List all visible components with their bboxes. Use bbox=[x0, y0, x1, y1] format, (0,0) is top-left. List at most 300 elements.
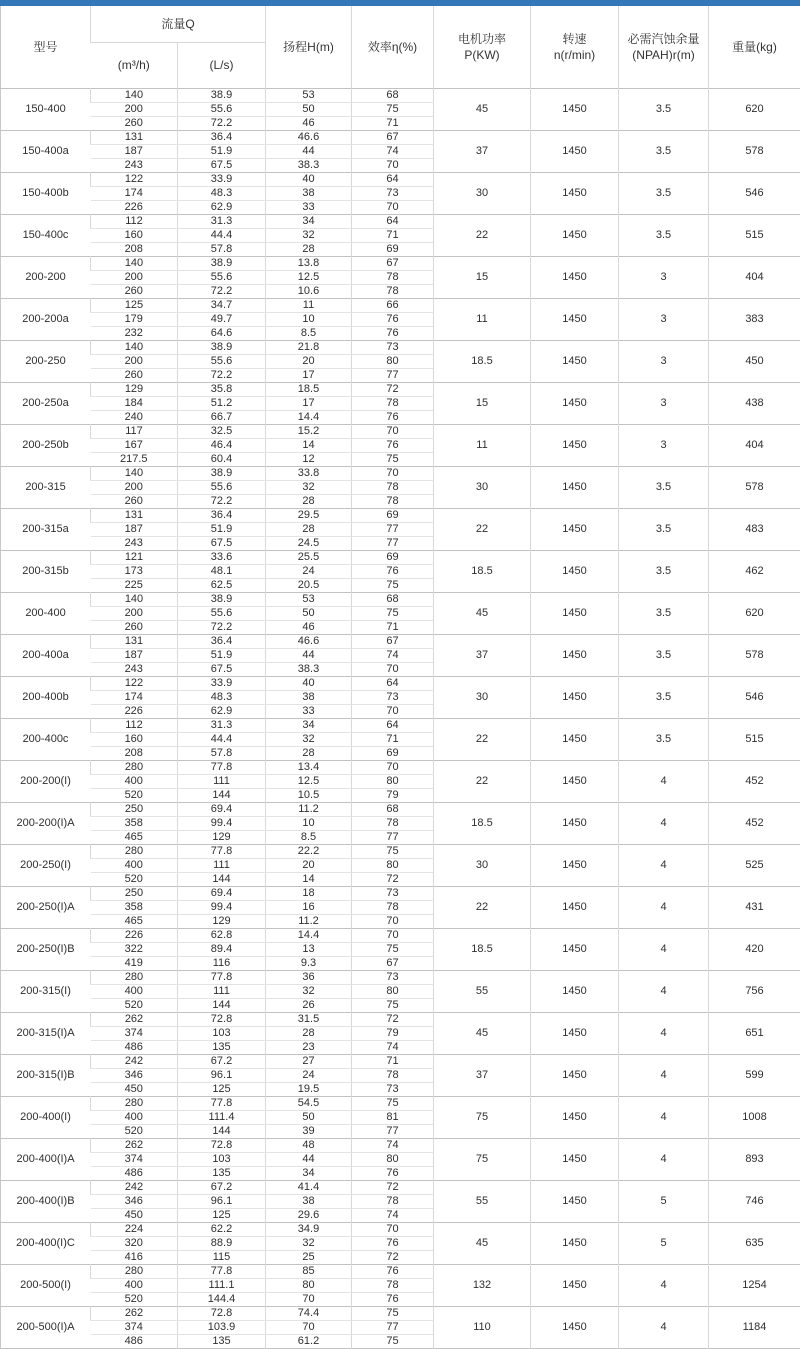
flow-ls-cell: 96.1 bbox=[178, 1068, 266, 1082]
speed-cell: 1450 bbox=[531, 1264, 619, 1306]
flow-ls-cell: 72.2 bbox=[178, 116, 266, 130]
speed-cell: 1450 bbox=[531, 382, 619, 424]
model-cell: 200-315(I)A bbox=[1, 1012, 91, 1054]
flow-m3h-cell: 243 bbox=[91, 662, 178, 676]
flow-ls-cell: 111 bbox=[178, 858, 266, 872]
flow-ls-cell: 103 bbox=[178, 1026, 266, 1040]
weight-cell: 515 bbox=[709, 214, 800, 256]
efficiency-cell: 67 bbox=[352, 956, 434, 970]
model-cell: 200-400(I)A bbox=[1, 1138, 91, 1180]
flow-ls-cell: 44.4 bbox=[178, 228, 266, 242]
efficiency-cell: 70 bbox=[352, 466, 434, 480]
flow-m3h-cell: 208 bbox=[91, 746, 178, 760]
efficiency-cell: 77 bbox=[352, 536, 434, 550]
power-cell: 110 bbox=[434, 1306, 531, 1348]
flow-m3h-cell: 486 bbox=[91, 1040, 178, 1054]
flow-m3h-cell: 240 bbox=[91, 410, 178, 424]
efficiency-cell: 77 bbox=[352, 368, 434, 382]
head-cell: 32 bbox=[266, 732, 352, 746]
efficiency-cell: 77 bbox=[352, 522, 434, 536]
head-cell: 31.5 bbox=[266, 1012, 352, 1026]
head-cell: 70 bbox=[266, 1292, 352, 1306]
flow-m3h-cell: 450 bbox=[91, 1208, 178, 1222]
efficiency-cell: 70 bbox=[352, 704, 434, 718]
speed-cell: 1450 bbox=[531, 130, 619, 172]
head-cell: 41.4 bbox=[266, 1180, 352, 1194]
speed-cell: 1450 bbox=[531, 676, 619, 718]
flow-m3h-cell: 320 bbox=[91, 1236, 178, 1250]
table-row bbox=[1, 1054, 800, 1068]
flow-ls-cell: 62.5 bbox=[178, 578, 266, 592]
head-cell: 44 bbox=[266, 1152, 352, 1166]
head-cell: 25 bbox=[266, 1250, 352, 1264]
model-group bbox=[1, 1180, 800, 1222]
model-group bbox=[1, 592, 800, 634]
model-cell: 200-250a bbox=[1, 382, 91, 424]
flow-ls-cell: 72.8 bbox=[178, 1138, 266, 1152]
flow-ls-cell: 67.5 bbox=[178, 158, 266, 172]
flow-m3h-cell: 322 bbox=[91, 942, 178, 956]
model-group bbox=[1, 970, 800, 1012]
flow-m3h-cell: 374 bbox=[91, 1026, 178, 1040]
head-cell: 46.6 bbox=[266, 634, 352, 648]
efficiency-cell: 74 bbox=[352, 1040, 434, 1054]
flow-ls-cell: 69.4 bbox=[178, 802, 266, 816]
table-row bbox=[1, 130, 800, 144]
efficiency-cell: 75 bbox=[352, 1334, 434, 1348]
head-cell: 44 bbox=[266, 144, 352, 158]
model-cell: 200-500(I) bbox=[1, 1264, 91, 1306]
efficiency-cell: 75 bbox=[352, 844, 434, 858]
head-cell: 74.4 bbox=[266, 1306, 352, 1320]
flow-ls-cell: 77.8 bbox=[178, 1264, 266, 1278]
power-cell: 11 bbox=[434, 424, 531, 466]
flow-ls-cell: 72.2 bbox=[178, 368, 266, 382]
head-cell: 44 bbox=[266, 648, 352, 662]
speed-cell: 1450 bbox=[531, 550, 619, 592]
flow-m3h-cell: 262 bbox=[91, 1138, 178, 1152]
efficiency-cell: 70 bbox=[352, 158, 434, 172]
table-row bbox=[1, 592, 800, 606]
weight-cell: 599 bbox=[709, 1054, 800, 1096]
power-cell: 22 bbox=[434, 508, 531, 550]
flow-m3h-cell: 140 bbox=[91, 256, 178, 270]
weight-cell: 404 bbox=[709, 256, 800, 298]
weight-cell: 404 bbox=[709, 424, 800, 466]
head-cell: 21.8 bbox=[266, 340, 352, 354]
model-cell: 200-315(I) bbox=[1, 970, 91, 1012]
flow-m3h-cell: 179 bbox=[91, 312, 178, 326]
efficiency-cell: 72 bbox=[352, 872, 434, 886]
efficiency-cell: 78 bbox=[352, 396, 434, 410]
efficiency-cell: 74 bbox=[352, 144, 434, 158]
head-cell: 33 bbox=[266, 704, 352, 718]
weight-cell: 546 bbox=[709, 676, 800, 718]
header-npsh bbox=[619, 6, 709, 88]
efficiency-cell: 76 bbox=[352, 438, 434, 452]
model-group bbox=[1, 172, 800, 214]
model-group bbox=[1, 214, 800, 256]
flow-ls-cell: 36.4 bbox=[178, 634, 266, 648]
efficiency-cell: 72 bbox=[352, 1180, 434, 1194]
flow-ls-cell: 89.4 bbox=[178, 942, 266, 956]
flow-m3h-cell: 129 bbox=[91, 382, 178, 396]
flow-m3h-cell: 486 bbox=[91, 1166, 178, 1180]
header-npsh-line1: 必需汽蚀余量 bbox=[627, 32, 699, 46]
weight-cell: 431 bbox=[709, 886, 800, 928]
efficiency-cell: 73 bbox=[352, 340, 434, 354]
efficiency-cell: 71 bbox=[352, 228, 434, 242]
efficiency-cell: 75 bbox=[352, 1306, 434, 1320]
efficiency-cell: 80 bbox=[352, 1152, 434, 1166]
head-cell: 48 bbox=[266, 1138, 352, 1152]
efficiency-cell: 78 bbox=[352, 900, 434, 914]
speed-cell: 1450 bbox=[531, 172, 619, 214]
header-speed-line2: n(r/min) bbox=[554, 48, 595, 62]
efficiency-cell: 75 bbox=[352, 452, 434, 466]
model-cell: 200-200 bbox=[1, 256, 91, 298]
model-group bbox=[1, 634, 800, 676]
efficiency-cell: 74 bbox=[352, 1208, 434, 1222]
efficiency-cell: 70 bbox=[352, 662, 434, 676]
model-cell: 200-250(I)B bbox=[1, 928, 91, 970]
head-cell: 46 bbox=[266, 116, 352, 130]
npsh-cell: 3.5 bbox=[619, 718, 709, 760]
power-cell: 55 bbox=[434, 1180, 531, 1222]
head-cell: 8.5 bbox=[266, 830, 352, 844]
table-row bbox=[1, 382, 800, 396]
flow-m3h-cell: 280 bbox=[91, 1096, 178, 1110]
efficiency-cell: 64 bbox=[352, 718, 434, 732]
head-cell: 13 bbox=[266, 942, 352, 956]
table-row bbox=[1, 88, 800, 102]
efficiency-cell: 64 bbox=[352, 214, 434, 228]
model-group bbox=[1, 298, 800, 340]
table-row bbox=[1, 172, 800, 186]
flow-m3h-cell: 140 bbox=[91, 340, 178, 354]
head-cell: 25.5 bbox=[266, 550, 352, 564]
table-row bbox=[1, 550, 800, 564]
flow-ls-cell: 96.1 bbox=[178, 1194, 266, 1208]
power-cell: 30 bbox=[434, 466, 531, 508]
weight-cell: 515 bbox=[709, 718, 800, 760]
flow-ls-cell: 55.6 bbox=[178, 480, 266, 494]
flow-m3h-cell: 226 bbox=[91, 928, 178, 942]
flow-ls-cell: 57.8 bbox=[178, 746, 266, 760]
flow-ls-cell: 66.7 bbox=[178, 410, 266, 424]
efficiency-cell: 77 bbox=[352, 1320, 434, 1334]
npsh-cell: 4 bbox=[619, 1012, 709, 1054]
head-cell: 40 bbox=[266, 676, 352, 690]
model-group bbox=[1, 1012, 800, 1054]
header-speed bbox=[531, 6, 619, 88]
table-row bbox=[1, 298, 800, 312]
efficiency-cell: 71 bbox=[352, 1054, 434, 1068]
flow-ls-cell: 34.7 bbox=[178, 298, 266, 312]
head-cell: 28 bbox=[266, 494, 352, 508]
power-cell: 22 bbox=[434, 886, 531, 928]
efficiency-cell: 80 bbox=[352, 984, 434, 998]
power-cell: 45 bbox=[434, 592, 531, 634]
weight-cell: 578 bbox=[709, 466, 800, 508]
speed-cell: 1450 bbox=[531, 298, 619, 340]
head-cell: 38.3 bbox=[266, 158, 352, 172]
efficiency-cell: 73 bbox=[352, 886, 434, 900]
flow-ls-cell: 36.4 bbox=[178, 508, 266, 522]
header-efficiency: 效率η(%) bbox=[352, 6, 434, 88]
efficiency-cell: 67 bbox=[352, 130, 434, 144]
flow-ls-cell: 31.3 bbox=[178, 718, 266, 732]
model-group bbox=[1, 256, 800, 298]
table-row bbox=[1, 802, 800, 816]
flow-m3h-cell: 225 bbox=[91, 578, 178, 592]
model-group bbox=[1, 1054, 800, 1096]
model-group bbox=[1, 424, 800, 466]
efficiency-cell: 73 bbox=[352, 186, 434, 200]
model-group bbox=[1, 1096, 800, 1138]
head-cell: 13.8 bbox=[266, 256, 352, 270]
flow-ls-cell: 129 bbox=[178, 830, 266, 844]
efficiency-cell: 67 bbox=[352, 634, 434, 648]
efficiency-cell: 76 bbox=[352, 564, 434, 578]
head-cell: 18 bbox=[266, 886, 352, 900]
flow-ls-cell: 51.9 bbox=[178, 522, 266, 536]
head-cell: 20 bbox=[266, 858, 352, 872]
head-cell: 17 bbox=[266, 396, 352, 410]
flow-m3h-cell: 208 bbox=[91, 242, 178, 256]
flow-ls-cell: 103 bbox=[178, 1152, 266, 1166]
flow-m3h-cell: 520 bbox=[91, 872, 178, 886]
table-row bbox=[1, 340, 800, 354]
power-cell: 55 bbox=[434, 970, 531, 1012]
weight-cell: 651 bbox=[709, 1012, 800, 1054]
flow-ls-cell: 116 bbox=[178, 956, 266, 970]
flow-ls-cell: 144 bbox=[178, 872, 266, 886]
head-cell: 24 bbox=[266, 1068, 352, 1082]
header-weight: 重量(kg) bbox=[709, 6, 800, 88]
flow-ls-cell: 67.5 bbox=[178, 662, 266, 676]
model-cell: 200-250b bbox=[1, 424, 91, 466]
efficiency-cell: 68 bbox=[352, 88, 434, 102]
weight-cell: 450 bbox=[709, 340, 800, 382]
flow-m3h-cell: 280 bbox=[91, 970, 178, 984]
model-group bbox=[1, 1306, 800, 1348]
table-row bbox=[1, 634, 800, 648]
power-cell: 30 bbox=[434, 172, 531, 214]
flow-ls-cell: 72.2 bbox=[178, 620, 266, 634]
weight-cell: 635 bbox=[709, 1222, 800, 1264]
speed-cell: 1450 bbox=[531, 466, 619, 508]
flow-ls-cell: 48.1 bbox=[178, 564, 266, 578]
head-cell: 80 bbox=[266, 1278, 352, 1292]
weight-cell: 452 bbox=[709, 760, 800, 802]
flow-ls-cell: 38.9 bbox=[178, 88, 266, 102]
head-cell: 27 bbox=[266, 1054, 352, 1068]
speed-cell: 1450 bbox=[531, 1012, 619, 1054]
flow-m3h-cell: 160 bbox=[91, 228, 178, 242]
header-speed-line1: 转速 bbox=[562, 32, 586, 46]
flow-m3h-cell: 200 bbox=[91, 480, 178, 494]
flow-m3h-cell: 250 bbox=[91, 802, 178, 816]
efficiency-cell: 75 bbox=[352, 102, 434, 116]
efficiency-cell: 79 bbox=[352, 1026, 434, 1040]
flow-m3h-cell: 200 bbox=[91, 606, 178, 620]
head-cell: 23 bbox=[266, 1040, 352, 1054]
head-cell: 24 bbox=[266, 564, 352, 578]
efficiency-cell: 75 bbox=[352, 1096, 434, 1110]
head-cell: 8.5 bbox=[266, 326, 352, 340]
efficiency-cell: 70 bbox=[352, 424, 434, 438]
flow-ls-cell: 129 bbox=[178, 914, 266, 928]
flow-m3h-cell: 520 bbox=[91, 788, 178, 802]
flow-ls-cell: 67.5 bbox=[178, 536, 266, 550]
flow-m3h-cell: 112 bbox=[91, 214, 178, 228]
speed-cell: 1450 bbox=[531, 634, 619, 676]
table-row bbox=[1, 214, 800, 228]
table-row bbox=[1, 1012, 800, 1026]
flow-ls-cell: 38.9 bbox=[178, 256, 266, 270]
head-cell: 46.6 bbox=[266, 130, 352, 144]
flow-m3h-cell: 419 bbox=[91, 956, 178, 970]
table-row bbox=[1, 844, 800, 858]
head-cell: 70 bbox=[266, 1320, 352, 1334]
head-cell: 46 bbox=[266, 620, 352, 634]
model-group bbox=[1, 382, 800, 424]
model-group bbox=[1, 844, 800, 886]
table-row bbox=[1, 886, 800, 900]
npsh-cell: 4 bbox=[619, 1054, 709, 1096]
speed-cell: 1450 bbox=[531, 1096, 619, 1138]
table-row bbox=[1, 1138, 800, 1152]
efficiency-cell: 76 bbox=[352, 1292, 434, 1306]
weight-cell: 620 bbox=[709, 592, 800, 634]
efficiency-cell: 76 bbox=[352, 1166, 434, 1180]
flow-ls-cell: 111 bbox=[178, 774, 266, 788]
head-cell: 50 bbox=[266, 606, 352, 620]
flow-m3h-cell: 262 bbox=[91, 1306, 178, 1320]
efficiency-cell: 72 bbox=[352, 382, 434, 396]
efficiency-cell: 81 bbox=[352, 1110, 434, 1124]
flow-m3h-cell: 226 bbox=[91, 200, 178, 214]
flow-ls-cell: 32.5 bbox=[178, 424, 266, 438]
weight-cell: 756 bbox=[709, 970, 800, 1012]
efficiency-cell: 77 bbox=[352, 830, 434, 844]
flow-ls-cell: 55.6 bbox=[178, 354, 266, 368]
weight-cell: 462 bbox=[709, 550, 800, 592]
header-npsh-line2: (NPAH)r(m) bbox=[632, 48, 694, 62]
weight-cell: 452 bbox=[709, 802, 800, 844]
power-cell: 18.5 bbox=[434, 928, 531, 970]
table-row bbox=[1, 1264, 800, 1278]
flow-ls-cell: 88.9 bbox=[178, 1236, 266, 1250]
flow-ls-cell: 33.9 bbox=[178, 172, 266, 186]
table-row bbox=[1, 1096, 800, 1110]
flow-m3h-cell: 117 bbox=[91, 424, 178, 438]
npsh-cell: 3.5 bbox=[619, 172, 709, 214]
efficiency-cell: 80 bbox=[352, 774, 434, 788]
head-cell: 36 bbox=[266, 970, 352, 984]
efficiency-cell: 75 bbox=[352, 606, 434, 620]
flow-ls-cell: 62.9 bbox=[178, 704, 266, 718]
flow-ls-cell: 135 bbox=[178, 1040, 266, 1054]
efficiency-cell: 72 bbox=[352, 1250, 434, 1264]
speed-cell: 1450 bbox=[531, 256, 619, 298]
npsh-cell: 3.5 bbox=[619, 592, 709, 634]
power-cell: 22 bbox=[434, 718, 531, 760]
model-cell: 150-400a bbox=[1, 130, 91, 172]
efficiency-cell: 76 bbox=[352, 326, 434, 340]
flow-ls-cell: 72.8 bbox=[178, 1306, 266, 1320]
flow-m3h-cell: 520 bbox=[91, 998, 178, 1012]
head-cell: 28 bbox=[266, 746, 352, 760]
flow-m3h-cell: 450 bbox=[91, 1082, 178, 1096]
efficiency-cell: 68 bbox=[352, 802, 434, 816]
flow-m3h-cell: 465 bbox=[91, 914, 178, 928]
model-cell: 150-400 bbox=[1, 88, 91, 130]
npsh-cell: 3.5 bbox=[619, 466, 709, 508]
head-cell: 16 bbox=[266, 900, 352, 914]
speed-cell: 1450 bbox=[531, 760, 619, 802]
flow-m3h-cell: 187 bbox=[91, 144, 178, 158]
power-cell: 11 bbox=[434, 298, 531, 340]
table-row bbox=[1, 466, 800, 480]
table-row bbox=[1, 508, 800, 522]
head-cell: 20.5 bbox=[266, 578, 352, 592]
head-cell: 12.5 bbox=[266, 774, 352, 788]
npsh-cell: 3 bbox=[619, 340, 709, 382]
head-cell: 33.8 bbox=[266, 466, 352, 480]
efficiency-cell: 67 bbox=[352, 256, 434, 270]
efficiency-cell: 70 bbox=[352, 760, 434, 774]
flow-ls-cell: 51.2 bbox=[178, 396, 266, 410]
power-cell: 75 bbox=[434, 1096, 531, 1138]
flow-m3h-cell: 243 bbox=[91, 536, 178, 550]
head-cell: 40 bbox=[266, 172, 352, 186]
head-cell: 54.5 bbox=[266, 1096, 352, 1110]
power-cell: 45 bbox=[434, 1222, 531, 1264]
model-cell: 200-400(I) bbox=[1, 1096, 91, 1138]
flow-ls-cell: 135 bbox=[178, 1334, 266, 1348]
flow-ls-cell: 57.8 bbox=[178, 242, 266, 256]
flow-m3h-cell: 358 bbox=[91, 900, 178, 914]
flow-m3h-cell: 358 bbox=[91, 816, 178, 830]
flow-m3h-cell: 243 bbox=[91, 158, 178, 172]
model-group bbox=[1, 466, 800, 508]
efficiency-cell: 64 bbox=[352, 676, 434, 690]
flow-ls-cell: 46.4 bbox=[178, 438, 266, 452]
efficiency-cell: 71 bbox=[352, 620, 434, 634]
speed-cell: 1450 bbox=[531, 1306, 619, 1348]
flow-ls-cell: 115 bbox=[178, 1250, 266, 1264]
weight-cell: 438 bbox=[709, 382, 800, 424]
flow-ls-cell: 49.7 bbox=[178, 312, 266, 326]
head-cell: 39 bbox=[266, 1124, 352, 1138]
flow-m3h-cell: 226 bbox=[91, 704, 178, 718]
efficiency-cell: 80 bbox=[352, 858, 434, 872]
efficiency-cell: 78 bbox=[352, 494, 434, 508]
model-cell: 200-250 bbox=[1, 340, 91, 382]
table-row bbox=[1, 1222, 800, 1236]
flow-ls-cell: 69.4 bbox=[178, 886, 266, 900]
header-power bbox=[434, 6, 531, 88]
model-cell: 200-315a bbox=[1, 508, 91, 550]
flow-ls-cell: 99.4 bbox=[178, 816, 266, 830]
head-cell: 28 bbox=[266, 242, 352, 256]
speed-cell: 1450 bbox=[531, 886, 619, 928]
flow-m3h-cell: 260 bbox=[91, 284, 178, 298]
npsh-cell: 4 bbox=[619, 970, 709, 1012]
head-cell: 14 bbox=[266, 872, 352, 886]
